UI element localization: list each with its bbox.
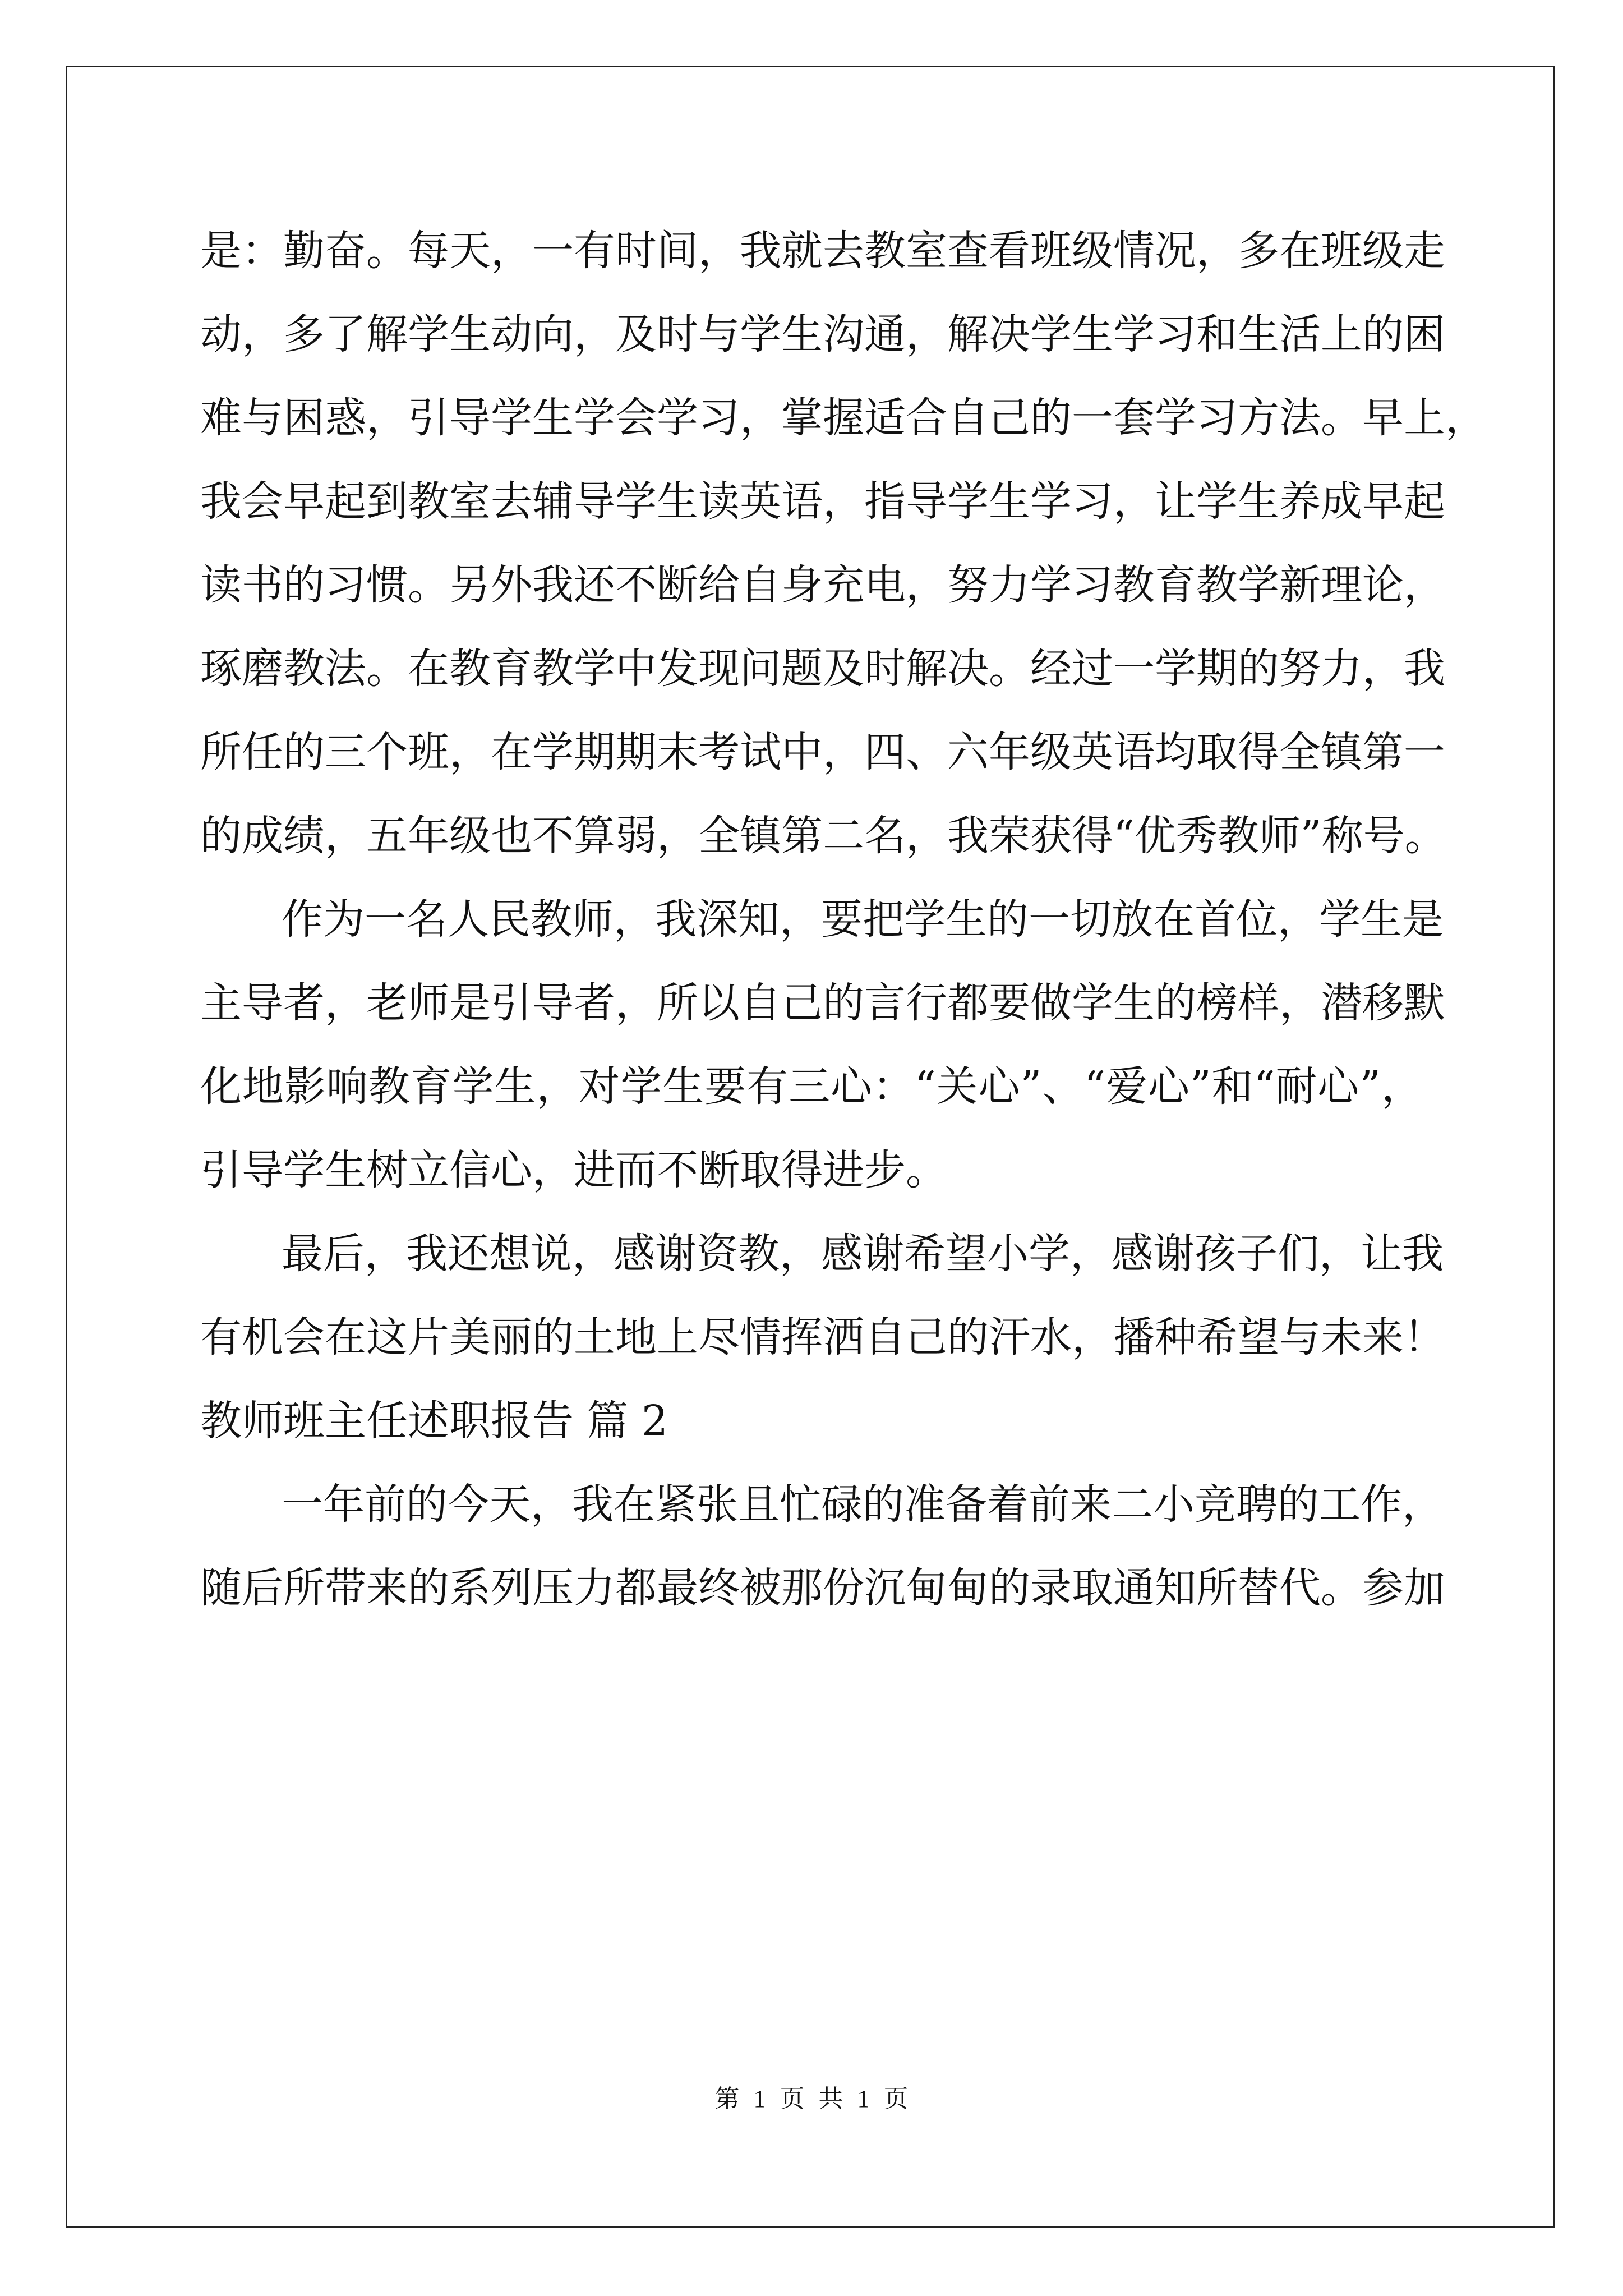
paragraph-first-line: 最后，我还想说，感谢资教，感谢希望小学，感谢孩子们，让我 xyxy=(282,1230,1444,1278)
paragraph-line: 难与困惑，引导学生学会学习，掌握适合自己的一套学习方法。早上， xyxy=(200,394,1487,442)
paragraph-line: 主导者，老师是引导者，所以自己的言行都要做学生的榜样，潜移默 xyxy=(200,979,1445,1027)
paragraph-line: 随后所带来的系列压力都最终被那份沉甸甸的录取通知所替代。参加 xyxy=(200,1564,1445,1612)
paragraph-line: 读书的习惯。另外我还不断给自身充电，努力学习教育教学新理论， xyxy=(200,561,1445,609)
paragraph-line: 引导学生树立信心，进而不断取得进步。 xyxy=(200,1146,947,1194)
paragraph-line: 是：勤奋。每天，一有时间，我就去教室查看班级情况，多在班级走 xyxy=(200,227,1445,275)
paragraph-line: 所任的三个班，在学期期末考试中，四、六年级英语均取得全镇第一 xyxy=(200,728,1445,776)
paragraph-line: 我会早起到教室去辅导学生读英语，指导学生学习，让学生养成早起 xyxy=(200,477,1445,526)
section-heading: 教师班主任述职报告 篇 2 xyxy=(200,1397,668,1445)
paragraph-first-line: 一年前的今天，我在紧张且忙碌的准备着前来二小竞聘的工作， xyxy=(282,1480,1444,1529)
paragraph-line: 化地影响教育学生，对学生要有三心：“关心”、“爱心”和“耐心”， xyxy=(200,1062,1423,1111)
paragraph-line: 有机会在这片美丽的土地上尽情挥洒自己的汗水，播种希望与未来！ xyxy=(200,1313,1445,1361)
paragraph-line: 的成绩，五年级也不算弱，全镇第二名，我荣获得“优秀教师”称号。 xyxy=(200,812,1446,860)
paragraph-first-line: 作为一名人民教师，我深知，要把学生的一切放在首位，学生是 xyxy=(282,895,1444,944)
paragraph-line: 琢磨教法。在教育教学中发现问题及时解决。经过一学期的努力，我 xyxy=(200,645,1445,693)
paragraph-line: 动，多了解学生动向，及时与学生沟通，解决学生学习和生活上的困 xyxy=(200,310,1445,358)
page-footer: 第 1 页 共 1 页 xyxy=(714,2085,909,2113)
